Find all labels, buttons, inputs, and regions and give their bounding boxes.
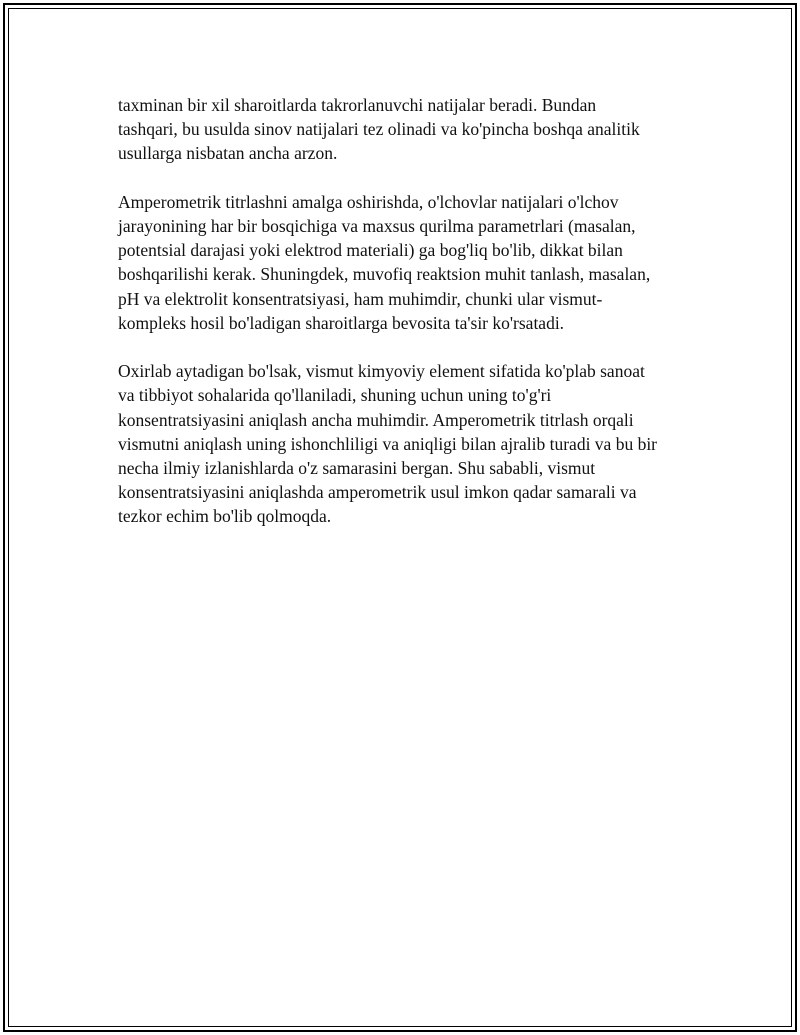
paragraph-conclusion: Oxirlab aytadigan bo'lsak, vismut kimyoviy element sifatida ko'plab sanoat va tibbiyot sohalarida qo'llaniladi, shuning uchun uning to'g'ri konsentratsiyasini aniqlash ancha muhimdir. Amperometrik titrlash orqali vismutni aniqlash uning ishonchliligi va aniqligi bilan ajralib turadi va bu bir necha ilmiy izlanishlarda o'z samarasini bergan. Shu sababli, vismut konsentratsiyasini aniqlashda amperometrik usul imkon qadar samarali va tezkor echim bo'lib qolmoqda. [118,361,658,527]
paragraph-continuation: taxminan bir xil sharoitlarda takrorlanuvchi natijalar beradi. Bundan tashqari, bu usulda sinov natijalari tez olinadi va ko'pincha boshqa analitik usullarga nisbatan ancha arzon. [118,95,640,164]
paragraph-measurement-conditions: Amperometrik titrlashni amalga oshirishda, o'lchovlar natijalari o'lchov jarayonining har bir bosqichiga va maxsus qurilma parametrlari (masalan, potentsial darajasi yoki elektrod materiali) ga bog'liq bo'lib, dikkat bilan boshqarilishi kerak. Shuningdek, muvofiq reaktsion muhit tanlash, masalan, pH va elektrolit konsentratsiyasi, ham muhimdir, chunki ular vismut- kompleks hosil bo'ladigan sharoitlarga bevosita ta'sir ko'rsatadi. [118,191,651,333]
document-body [118,93,693,553]
